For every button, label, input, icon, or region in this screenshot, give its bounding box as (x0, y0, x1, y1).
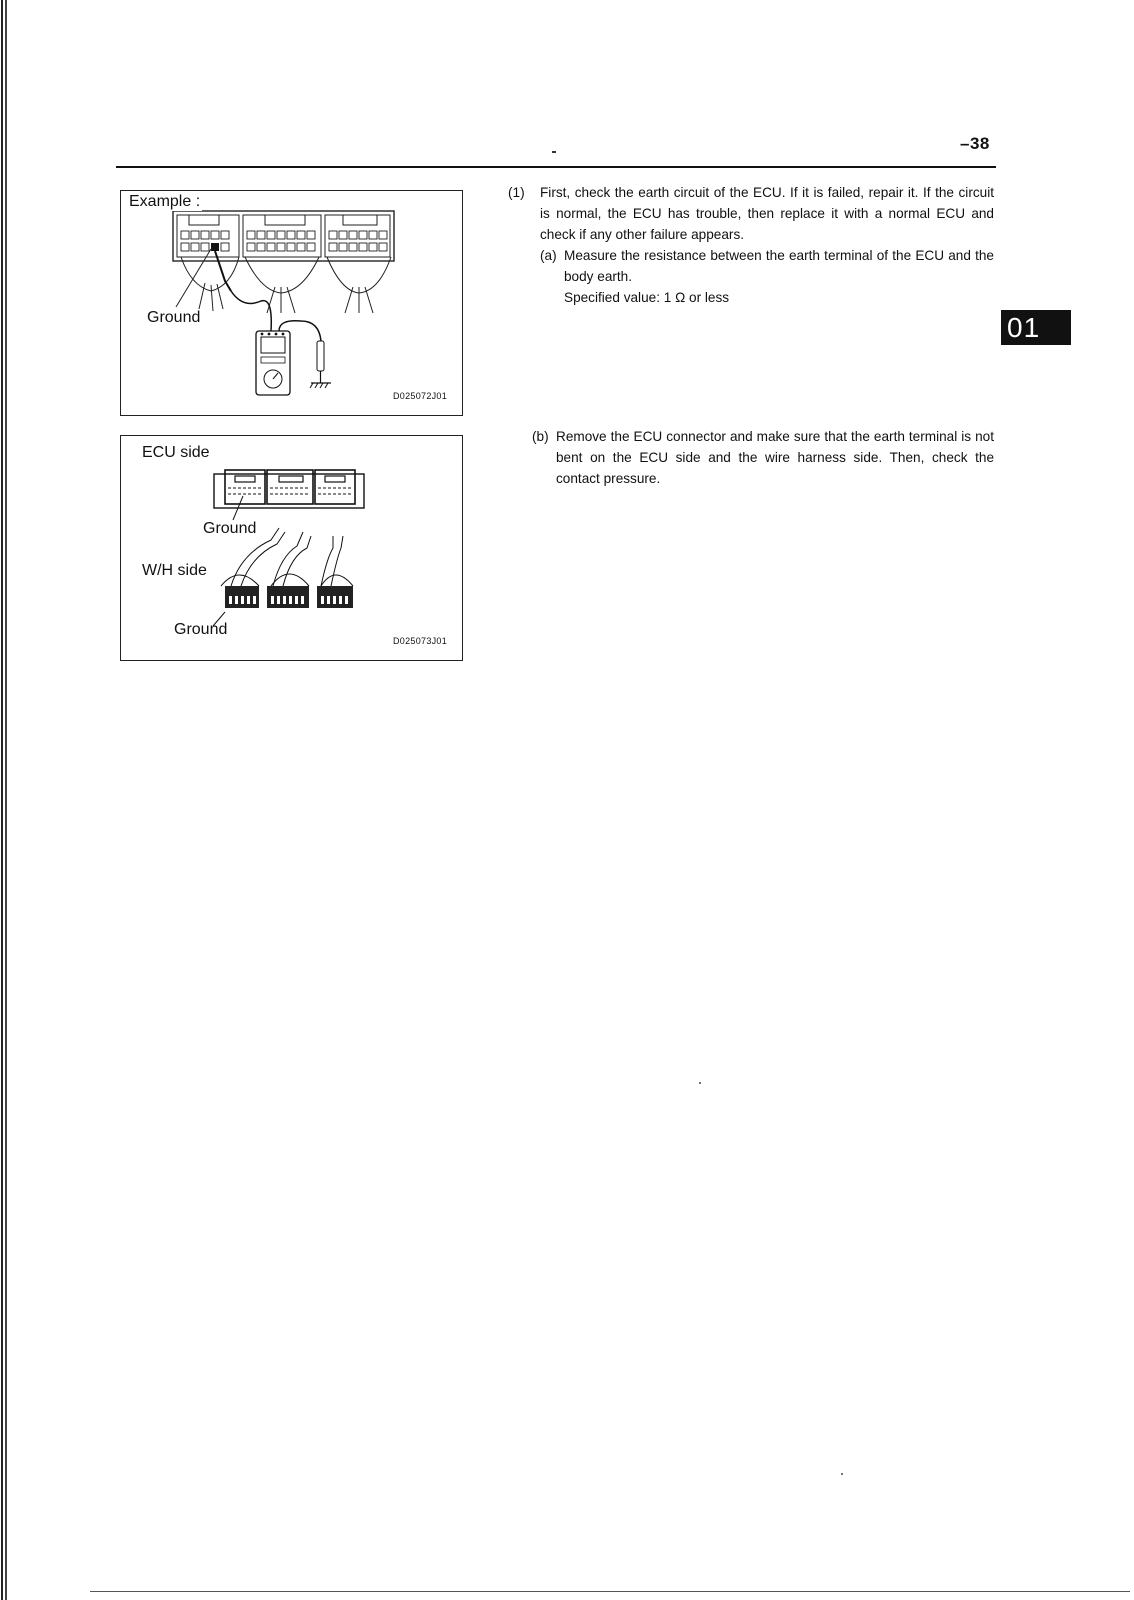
page-number: –38 (960, 134, 990, 153)
figure-connector-check (120, 435, 463, 661)
instructions (508, 182, 994, 308)
ground-label-top: Ground (203, 520, 257, 537)
header-rule (116, 166, 996, 168)
sub-step-text: Measure the resistance between the earth terminal of the ECU and the body earth. (564, 248, 994, 284)
specified-value: Specified value: 1 Ω or less (564, 290, 730, 305)
sub-step-text: Remove the ECU connector and make sure that the earth terminal is not bent on the ECU side and the wire harness side. Then, check the contact pressure. (556, 429, 994, 486)
binding-edge (0, 0, 10, 1600)
wh-side-label: W/H side (142, 562, 207, 579)
ground-label: Ground (147, 309, 201, 326)
speck (699, 1082, 701, 1084)
sub-step-b (532, 426, 994, 489)
figure-code: D025072J01 (393, 391, 448, 401)
sub-step-label: (a) (540, 248, 557, 263)
ground-label-bottom: Ground (174, 621, 228, 638)
figure-code: D025073J01 (393, 636, 448, 646)
bottom-rule (90, 1591, 1130, 1592)
figure-ecu-earth-measurement (120, 190, 463, 416)
sub-step-label: (b) (532, 429, 549, 444)
figure-title: Example : (129, 193, 201, 210)
speck (552, 151, 556, 153)
speck (841, 1473, 843, 1475)
section-tab: 01 (1001, 310, 1071, 345)
step-1 (508, 182, 994, 308)
step-number: (1) (508, 185, 525, 200)
ecu-measurement-illustration (121, 191, 462, 415)
sub-step-a (540, 245, 994, 287)
ecu-side-label: ECU side (142, 444, 210, 461)
step-text: First, check the earth circuit of the ECU. If it is failed, repair it. If the circuit is normal, the ECU has trouble, then replace it with a normal ECU and check if any other failure appears. (540, 185, 994, 242)
connector-illustration (121, 436, 462, 660)
